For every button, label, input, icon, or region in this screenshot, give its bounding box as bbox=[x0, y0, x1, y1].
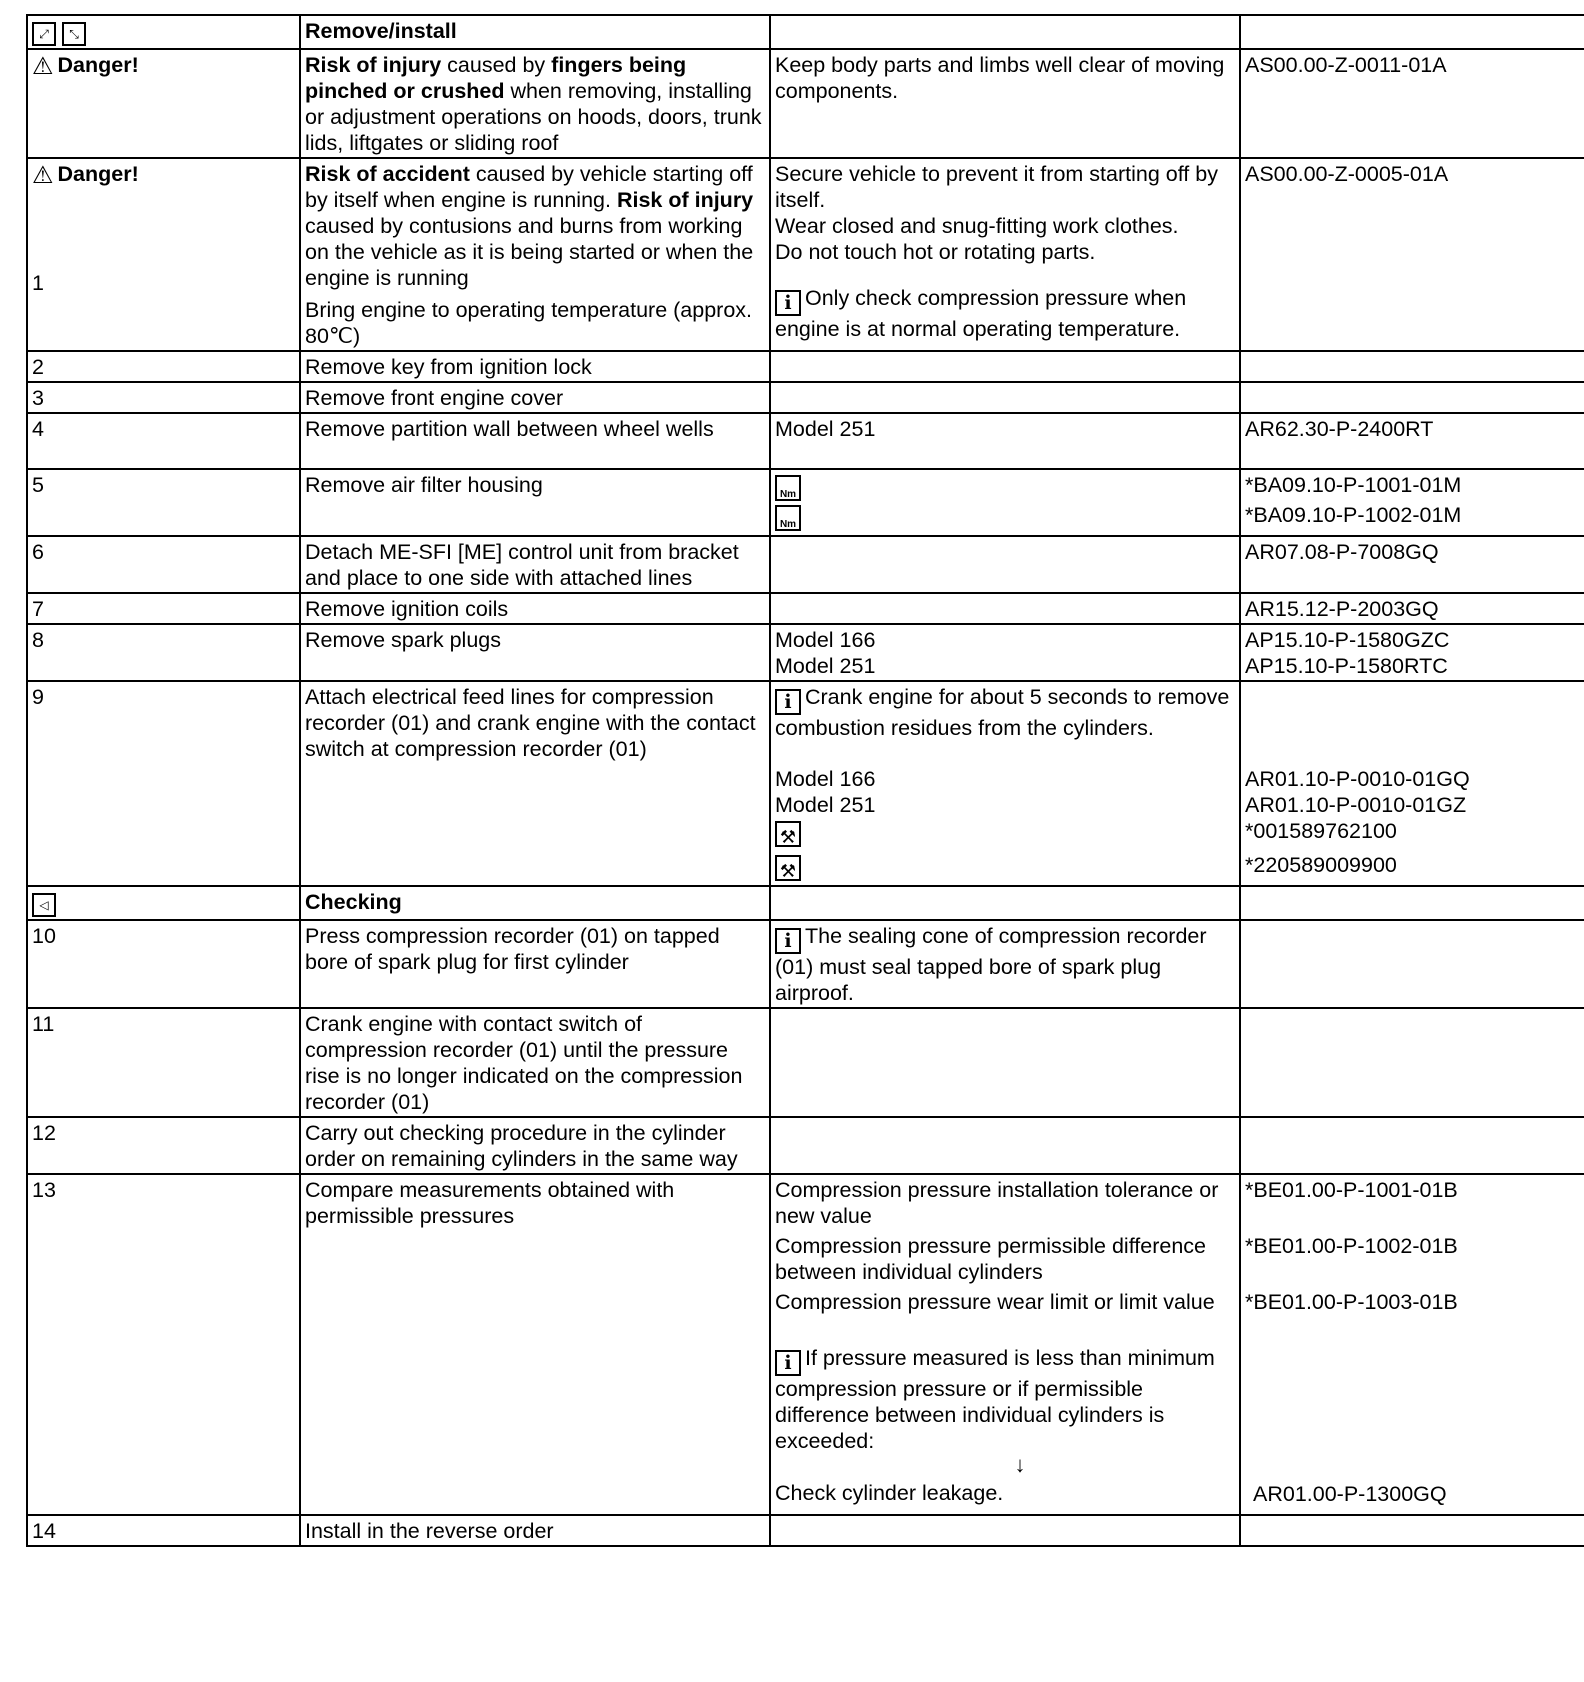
arrow-down-icon: ↓ bbox=[1014, 1452, 1026, 1477]
table-row bbox=[27, 536, 1584, 593]
step-text: Compare measurements obtained with permissible pressures bbox=[300, 1174, 770, 1515]
risk-heading: Risk of injury bbox=[616, 188, 754, 212]
table-row bbox=[27, 920, 1584, 1008]
info-icon: i bbox=[775, 290, 801, 316]
header-icons-cell bbox=[27, 15, 300, 49]
step-text: Remove partition wall between wheel wells bbox=[300, 413, 770, 469]
value-label: Compression pressure wear limit or limit value bbox=[775, 1290, 1215, 1314]
step-text: Remove ignition coils bbox=[300, 593, 770, 624]
step-text: Remove key from ignition lock bbox=[300, 351, 770, 382]
risk-text: when removing, installing or adjustment operations on hoods, doors, trunk lids, liftgates or sliding roof bbox=[305, 79, 762, 155]
reference-link[interactable]: AR07.08-P-7008GQ bbox=[1240, 536, 1584, 593]
step-number: 13 bbox=[27, 1174, 300, 1515]
step-number: 4 bbox=[27, 413, 300, 469]
warning-icon: ⚠ bbox=[32, 161, 54, 189]
table-row bbox=[27, 1117, 1584, 1174]
step-text: Carry out checking procedure in the cylinder order on remaining cylinders in the same way bbox=[300, 1117, 770, 1174]
tool-reference-link[interactable]: *001589762100 bbox=[1245, 819, 1397, 843]
step-text: Press compression recorder (01) on tapped bore of spark plug for first cylinder bbox=[300, 920, 770, 1008]
info-icon: i bbox=[775, 928, 801, 954]
model-label: Model 166 bbox=[775, 767, 876, 791]
model-label: Model 251 bbox=[770, 413, 1240, 469]
model-label: Model 251 bbox=[775, 654, 876, 678]
torque-icon[interactable]: Nm bbox=[775, 475, 801, 501]
action-line: Secure vehicle to prevent it from starting off by itself. bbox=[775, 162, 1218, 212]
table-row bbox=[27, 593, 1584, 624]
step-text: Install in the reverse order bbox=[300, 1515, 770, 1546]
step-number: 5 bbox=[27, 469, 300, 536]
step-note: Crank engine for about 5 seconds to remove combustion residues from the cylinders. bbox=[775, 685, 1230, 740]
procedure-document bbox=[26, 14, 1584, 1547]
followup-text: Check cylinder leakage. bbox=[775, 1481, 1004, 1505]
step-number: 2 bbox=[27, 351, 300, 382]
risk-text: caused by vehicle starting off by itself when engine is running. bbox=[305, 162, 753, 212]
section-title-remove-install: Remove/install bbox=[300, 15, 770, 49]
danger-description bbox=[300, 49, 770, 158]
reference-link[interactable]: AP15.10-P-1580RTC bbox=[1245, 654, 1448, 678]
value-label: Compression pressure installation tolerance or new value bbox=[775, 1178, 1219, 1228]
step-number: 10 bbox=[27, 920, 300, 1008]
danger-action: Keep body parts and limbs well clear of moving components. bbox=[770, 49, 1240, 158]
reference-link[interactable]: AP15.10-P-1580GZC bbox=[1245, 628, 1450, 652]
step-note: The sealing cone of compression recorder (01) must seal tapped bore of spark plug airproof. bbox=[775, 924, 1207, 1005]
step-note: If pressure measured is less than minimum compression pressure or if permissible difference between individual cylinders is exceeded: bbox=[775, 1346, 1215, 1453]
procedure-table bbox=[26, 14, 1584, 1547]
table-row bbox=[27, 382, 1584, 413]
model-label: Model 166 bbox=[775, 628, 876, 652]
torque-reference-link[interactable]: *BA09.10-P-1002-01M bbox=[1245, 503, 1462, 527]
risk-heading: Risk of injury bbox=[305, 53, 442, 77]
step-number: 7 bbox=[27, 593, 300, 624]
install-icon: ⤡ bbox=[62, 22, 86, 46]
table-row bbox=[27, 886, 1584, 920]
table-row bbox=[27, 15, 1584, 49]
step-text: Detach ME-SFI [ME] control unit from bracket and place to one side with attached lines bbox=[300, 536, 770, 593]
torque-reference-link[interactable]: *BA09.10-P-1001-01M bbox=[1245, 473, 1462, 497]
value-label: Compression pressure permissible difference between individual cylinders bbox=[775, 1234, 1206, 1284]
table-row bbox=[27, 158, 1584, 351]
action-line: Wear closed and snug-fitting work clothes. bbox=[775, 214, 1179, 238]
step-number: 12 bbox=[27, 1117, 300, 1174]
step-number: 3 bbox=[27, 382, 300, 413]
table-row bbox=[27, 469, 1584, 536]
risk-text: caused by contusions and burns from working on the vehicle as it is being started or when the engine is running bbox=[305, 214, 754, 290]
step-number: 8 bbox=[27, 624, 300, 681]
step-text: Crank engine with contact switch of compression recorder (01) until the pressure rise is no longer indicated on the compression recorder (01) bbox=[300, 1008, 770, 1117]
risk-text: caused by bbox=[441, 53, 552, 77]
warning-icon: ⚠ bbox=[32, 52, 54, 80]
reference-link[interactable]: AR01.10-P-0010-01GZ bbox=[1245, 793, 1467, 817]
danger-label-cell bbox=[27, 158, 300, 351]
risk-heading: Risk of accident bbox=[305, 162, 470, 186]
reference-link[interactable]: AR15.12-P-2003GQ bbox=[1240, 593, 1584, 624]
checking-icon: ◁ bbox=[32, 893, 56, 917]
step-text: Attach electrical feed lines for compression recorder (01) and crank engine with the contact switch at compression recorder (01) bbox=[300, 681, 770, 886]
model-label: Model 251 bbox=[775, 793, 876, 817]
table-row bbox=[27, 624, 1584, 681]
danger-action bbox=[770, 158, 1240, 351]
table-row bbox=[27, 1515, 1584, 1546]
table-row bbox=[27, 413, 1584, 469]
special-tool-icon[interactable]: ⚒ bbox=[775, 821, 801, 847]
reference-link[interactable]: AR62.30-P-2400RT bbox=[1240, 413, 1584, 469]
value-reference-link[interactable]: *BE01.00-P-1002-01B bbox=[1245, 1234, 1458, 1258]
table-row bbox=[27, 351, 1584, 382]
info-icon: i bbox=[775, 1350, 801, 1376]
danger-reference-link[interactable]: AS00.00-Z-0011-01A bbox=[1240, 49, 1584, 158]
remove-icon: ⤢ bbox=[32, 22, 56, 46]
table-row bbox=[27, 1174, 1584, 1515]
step-text: Remove front engine cover bbox=[300, 382, 770, 413]
section-title-checking: Checking bbox=[300, 886, 770, 920]
step-text: Remove air filter housing bbox=[300, 469, 770, 536]
value-reference-link[interactable]: *BE01.00-P-1003-01B bbox=[1245, 1290, 1458, 1314]
danger-reference-link[interactable]: AS00.00-Z-0005-01A bbox=[1240, 158, 1584, 351]
tool-reference-link[interactable]: *220589009900 bbox=[1245, 853, 1397, 877]
step-number: 9 bbox=[27, 681, 300, 886]
step-number: 6 bbox=[27, 536, 300, 593]
danger-label: Danger! bbox=[57, 53, 139, 77]
action-line: Do not touch hot or rotating parts. bbox=[775, 240, 1096, 264]
table-row bbox=[27, 49, 1584, 158]
step-text: Remove spark plugs bbox=[300, 624, 770, 681]
table-row bbox=[27, 1008, 1584, 1117]
risk-heading: fingers being pinched or crushed bbox=[305, 53, 687, 103]
step-number: 1 bbox=[32, 271, 44, 295]
step-number: 11 bbox=[27, 1008, 300, 1117]
table-row bbox=[27, 681, 1584, 886]
reference-link[interactable]: AR01.10-P-0010-01GQ bbox=[1245, 767, 1470, 791]
danger-description bbox=[300, 158, 770, 351]
special-tool-icon[interactable]: ⚒ bbox=[775, 855, 801, 881]
danger-label-cell bbox=[27, 49, 300, 158]
step-text: Bring engine to operating temperature (approx. 80℃) bbox=[305, 298, 752, 348]
danger-label: Danger! bbox=[57, 162, 139, 186]
step-note: Only check compression pressure when engine is at normal operating temperature. bbox=[775, 286, 1187, 341]
torque-icon[interactable]: Nm bbox=[775, 505, 801, 531]
step-number: 14 bbox=[27, 1515, 300, 1546]
reference-link[interactable]: AR01.00-P-1300GQ bbox=[1253, 1482, 1447, 1506]
info-icon: i bbox=[775, 689, 801, 715]
value-reference-link[interactable]: *BE01.00-P-1001-01B bbox=[1245, 1178, 1458, 1202]
